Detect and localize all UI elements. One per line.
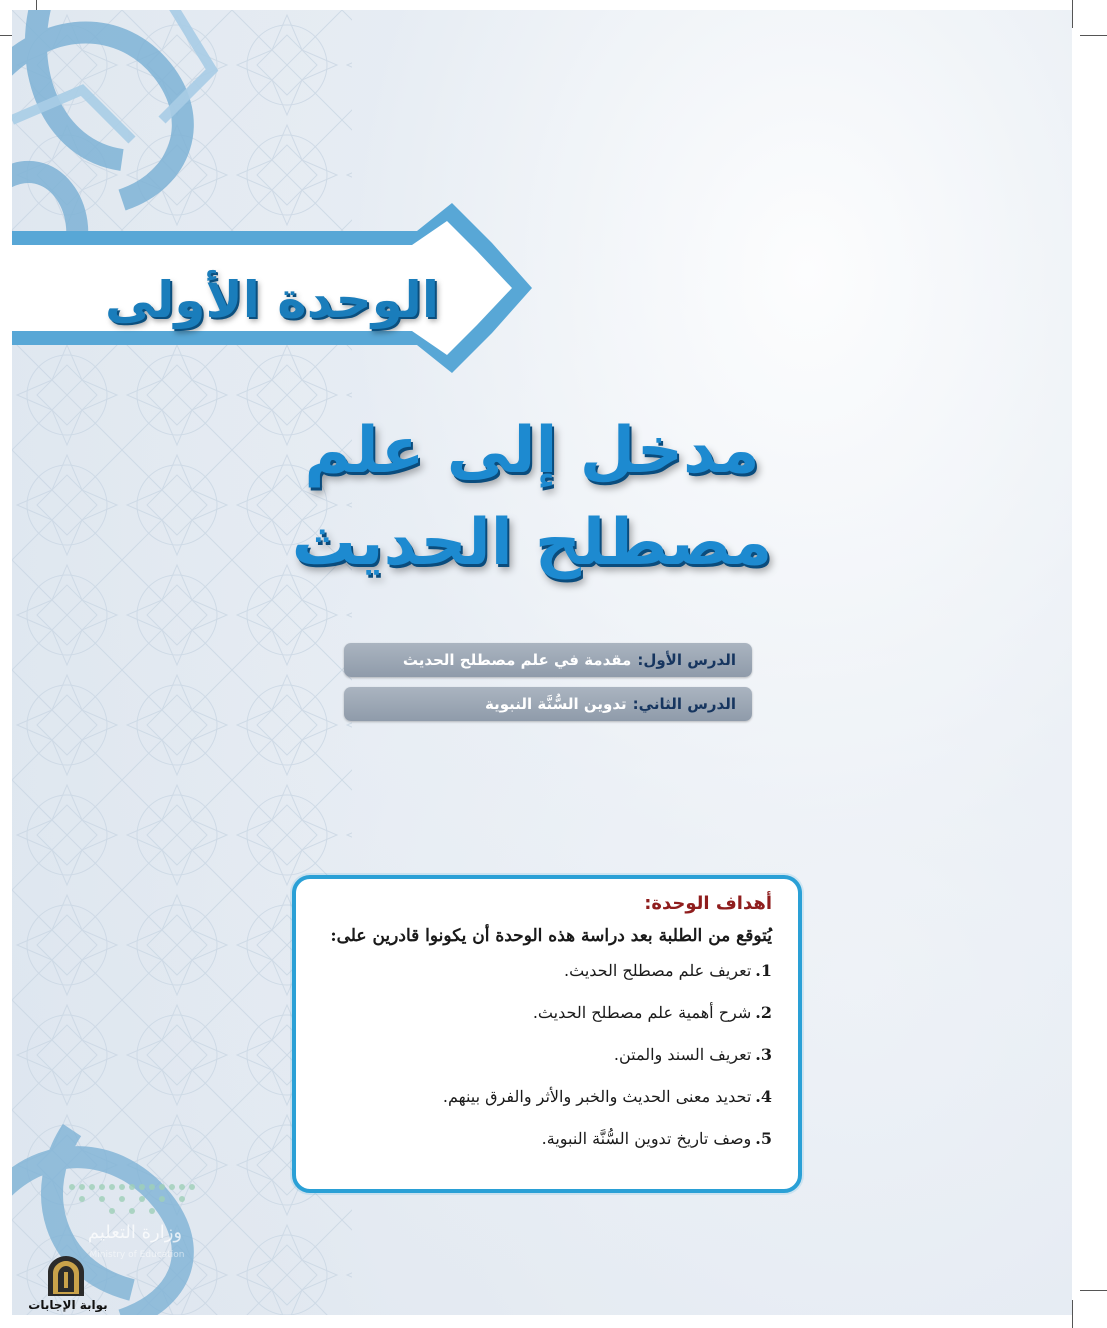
lesson-bar-2[interactable]	[344, 687, 752, 721]
chapter-title-line-1: مدخل إلى علم	[304, 414, 760, 488]
gateway-logo-icon	[44, 1254, 88, 1298]
lesson-title: مقدمة في علم مصطلح الحديث	[402, 651, 632, 669]
goal-number: 5.	[755, 1129, 772, 1148]
lesson-label: الدرس الثاني:	[632, 695, 736, 713]
crop-mark	[1072, 0, 1073, 28]
goal-item	[316, 1128, 772, 1170]
goal-item	[316, 960, 772, 1002]
goal-number: 3.	[755, 1045, 772, 1064]
goal-text: تعريف علم مصطلح الحديث.	[564, 961, 752, 980]
goal-item	[316, 1086, 772, 1128]
crop-mark	[1072, 1300, 1073, 1328]
lesson-label: الدرس الأول:	[637, 651, 736, 669]
ministry-name: وزارة التعليم	[87, 1222, 183, 1243]
goal-text: تحديد معنى الحديث والخبر والأثر والفرق بينهم.	[442, 1087, 752, 1106]
unit-title: الوحدة الأولى	[105, 271, 439, 329]
goal-text: تعريف السند والمتن.	[613, 1045, 752, 1064]
goal-text: وصف تاريخ تدوين السُّنَّة النبوية.	[541, 1129, 752, 1148]
goals-intro: يُتوقع من الطلبة بعد دراسة هذه الوحدة أن يكونوا قادرين على:	[330, 926, 772, 946]
goal-number: 4.	[755, 1087, 772, 1106]
unit-goals-box	[292, 875, 802, 1193]
goal-number: 2.	[755, 1003, 772, 1022]
crop-mark	[1080, 35, 1107, 36]
goals-title: أهداف الوحدة:	[644, 893, 772, 914]
goal-item	[316, 1044, 772, 1086]
gateway-label: بوابة الإجابات	[28, 1298, 108, 1312]
crop-mark	[1080, 1290, 1107, 1291]
lesson-title: تدوين السُّنَّة النبوية	[485, 695, 627, 713]
chapter-title-line-2: مصطلح الحديث	[291, 506, 773, 580]
goal-number: 1.	[755, 961, 772, 980]
chapter-title	[262, 405, 802, 589]
ministry-name-en: Ministry of Education	[89, 1250, 185, 1260]
book-page	[12, 10, 1072, 1315]
goal-item	[316, 1002, 772, 1044]
lesson-bar-1[interactable]	[344, 643, 752, 677]
goal-text: شرح أهمية علم مصطلح الحديث.	[532, 1003, 752, 1022]
